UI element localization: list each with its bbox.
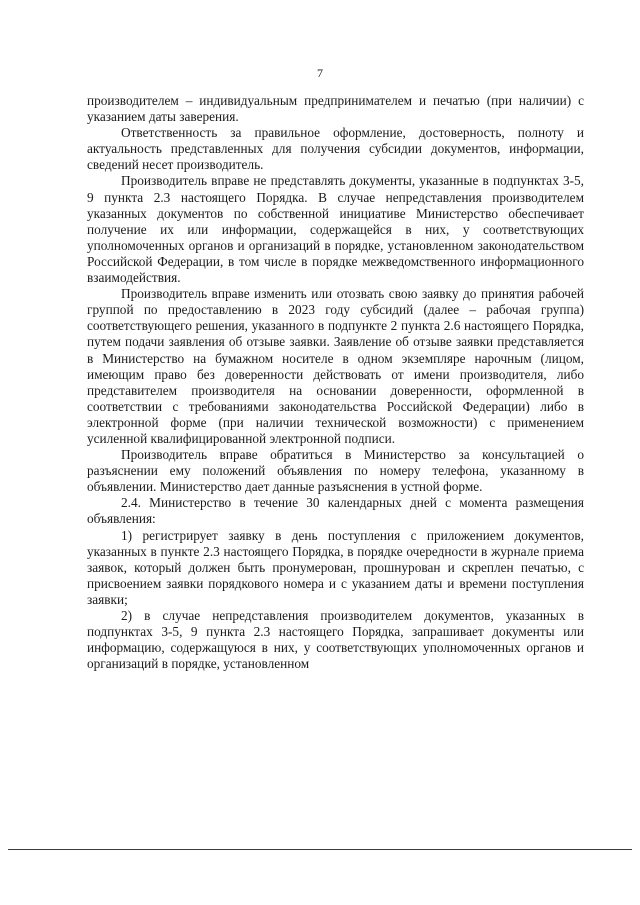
paragraph-consultation: Производитель вправе обратиться в Министерство за консультацией о разъяснении ему положений объявления по номеру телефона, указанному в объявлении. Министерство дает данные разъяснения в устной форме. bbox=[87, 447, 584, 495]
paragraph-item-1: 1) регистрирует заявку в день поступления с приложением документов, указанных в пункте 2.3 настоящего Порядка, в порядке очередности в журнале приема заявок, который должен быть пронумерован, прошнурован и скреплен печатью, с присвоением заявки порядкового номера и с указанием даты и времени поступления заявки; bbox=[87, 527, 584, 607]
document-body bbox=[87, 93, 584, 672]
paragraph-continuation: производителем – индивидуальным предпринимателем и печатью (при наличии) с указанием даты заверения. bbox=[87, 93, 584, 125]
paragraph-withdraw-application: Производитель вправе изменить или отозвать свою заявку до принятия рабочей группой по предоставлению в 2023 году субсидий (далее – рабочая группа) соответствующего решения, указанного в подпункте 2 пункта 2.6 настоящего Порядка, путем подачи заявления об отзыве заявки. Заявление об отзыве заявки представляется в Министерство на бумажном носителе в одном экземпляре нарочным (лицом, имеющим право без доверенности действовать от имени производителя, либо представителем производителя на основании доверенности, оформленной в соответствии с требованиями законодательства Российской Федерации) либо в электронной форме (при наличии технической возможности) с применением усиленной квалифицированной электронной подписи. bbox=[87, 286, 584, 446]
paragraph-responsibility: Ответственность за правильное оформление, достоверность, полноту и актуальность представленных для получения субсидии документов, информации, сведений несет производитель. bbox=[87, 125, 584, 173]
paragraph-item-2: 2) в случае непредставления производителем документов, указанных в подпунктах 3-5, 9 пункта 2.3 настоящего Порядка, запрашивает документы или информацию, содержащуюся в них, у соответствующих уполномоченных органов и организаций в порядке, установленном bbox=[87, 608, 584, 672]
paragraph-section-2-4: 2.4. Министерство в течение 30 календарных дней с момента размещения объявления: bbox=[87, 495, 584, 527]
paragraph-optional-documents: Производитель вправе не представлять документы, указанные в подпунктах 3-5, 9 пункта 2.3 настоящего Порядка. В случае непредставления производителем указанных документов по собственной инициативе Министерство обеспечивает получение их или информации, содержащейся в них, у соответствующих уполномоченных органов и организаций в порядке, установленном законодательством Российской Федерации, в том числе в порядке межведомственного информационного взаимодействия. bbox=[87, 173, 584, 286]
page-bottom-rule bbox=[8, 849, 632, 850]
page-number: 7 bbox=[317, 66, 323, 80]
